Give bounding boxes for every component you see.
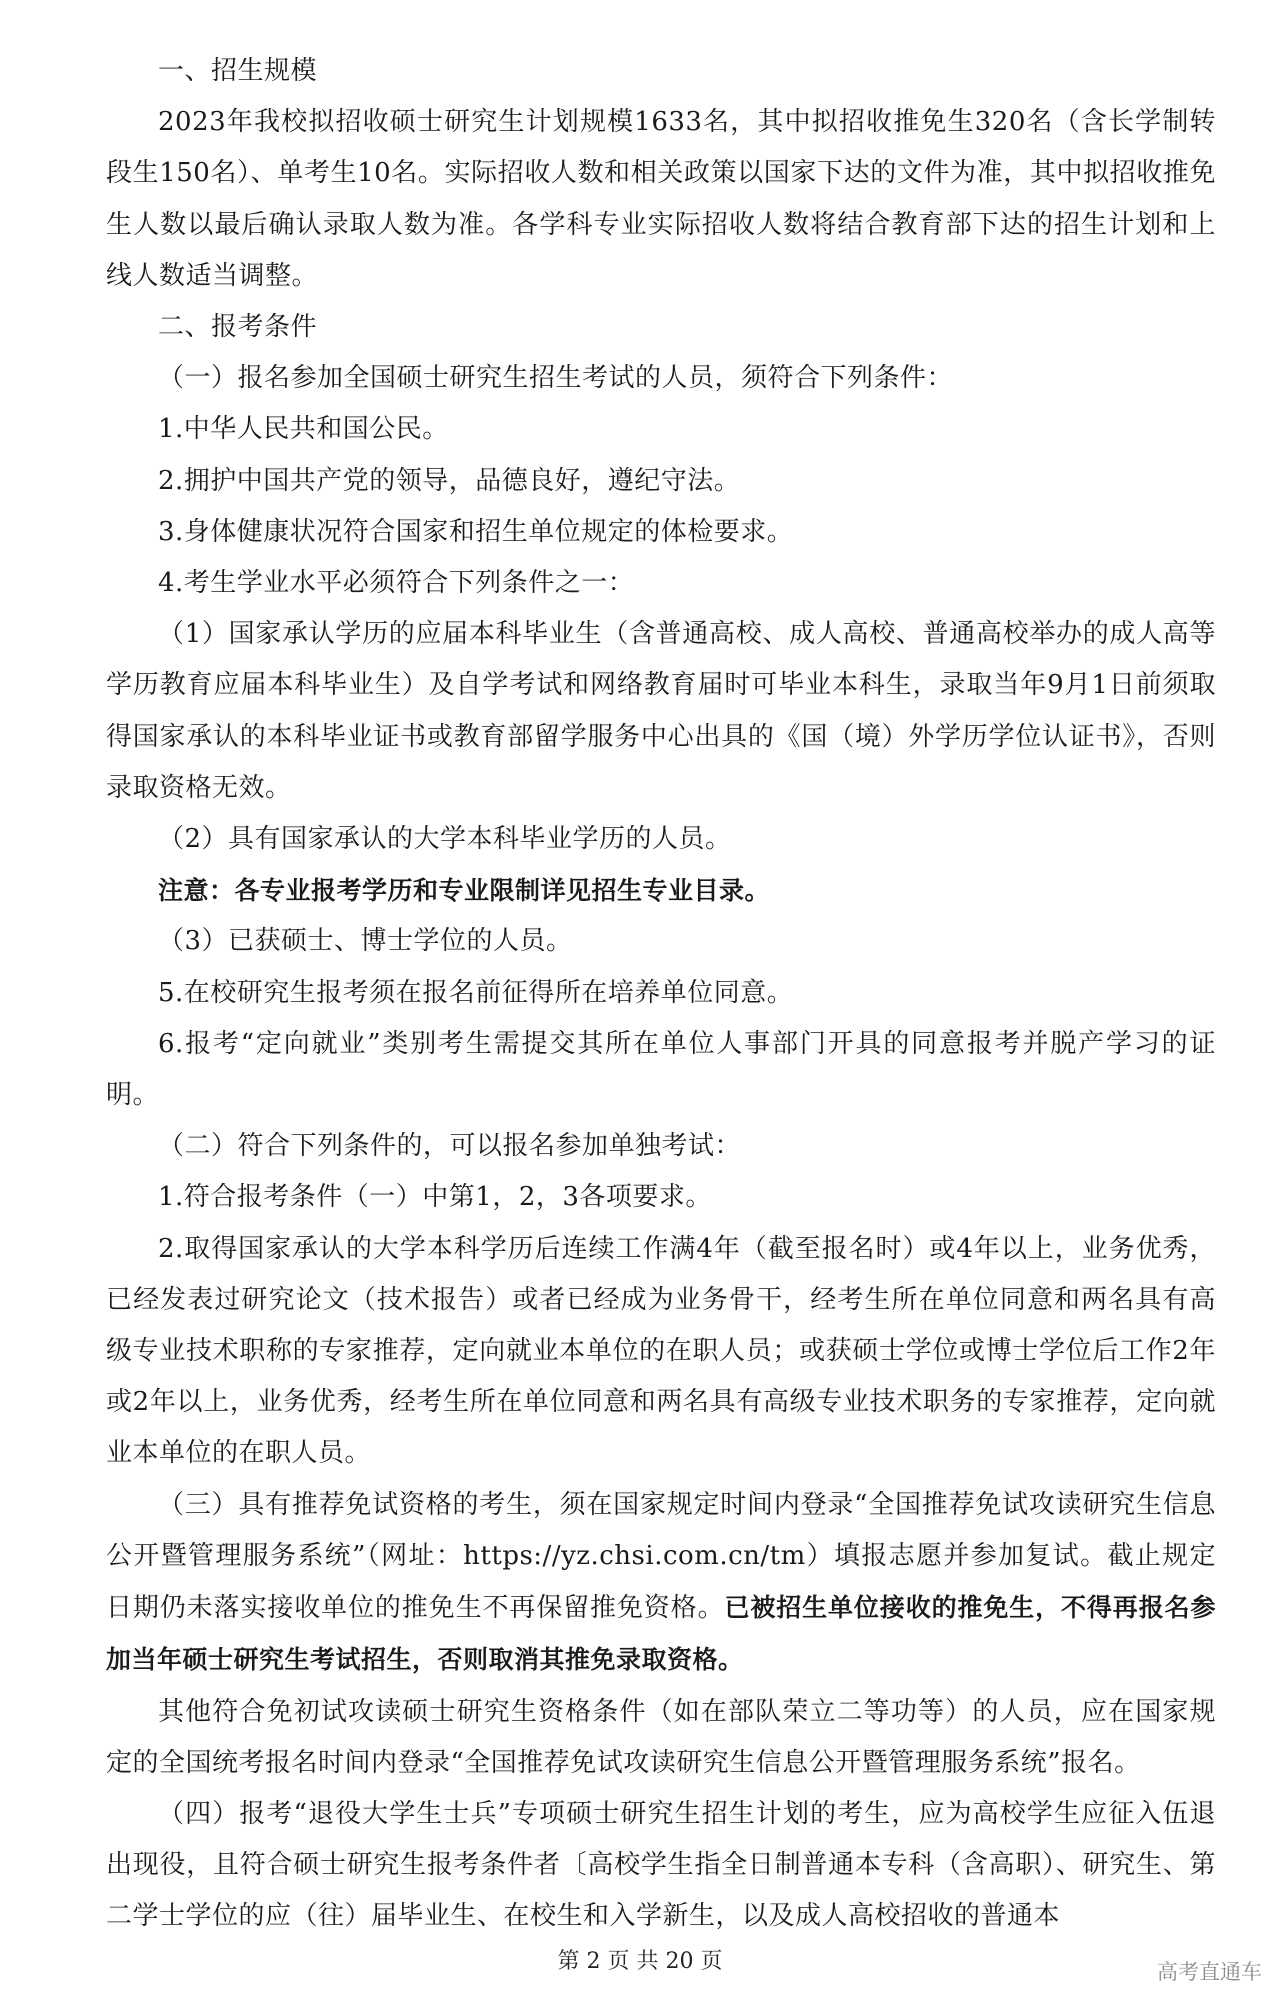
subsection-3-text: （三）具有推荐免试资格的考生，须在国家规定时间内登录“全国推荐免试攻读研究生信息公开暨管理服务系统”（网址：https://yz.chsi.com.cn/tm）填报志愿并参加复试。截止规定日期仍未落实接收单位的推免生不再保留推免资格。 bbox=[106, 1489, 1216, 1624]
item-4-2: （2）具有国家承认的大学本科毕业学历的人员。 bbox=[158, 824, 732, 855]
note-bold: 注意：各专业报考学历和专业限制详见招生专业目录。 bbox=[158, 876, 771, 906]
section-heading-conditions: 二、报考条件 bbox=[158, 312, 318, 343]
subsection-3-bold: 已被招生单位接收的推免生，不得再报名参加当年硕士研究生考试招生，否则取消其推免录取资格。 bbox=[106, 1593, 1216, 1675]
item-4-3: （3）已获硕士、博士学位的人员。 bbox=[158, 926, 573, 957]
item-5: 5.在校研究生报考须在报名前征得所在培养单位同意。 bbox=[158, 977, 794, 1008]
item-2: 2.拥护中国共产党的领导，品德良好，遵纪守法。 bbox=[158, 465, 741, 496]
subsection-3-extra: 其他符合免初试攻读硕士研究生资格条件（如在部队荣立二等功等）的人员，应在国家规定的全国统考报名时间内登录“全国推荐免试攻读研究生信息公开暨管理服务系统”报名。 bbox=[106, 1696, 1216, 1778]
subsection-2-item-1: 1.符合报考条件（一）中第1，2，3各项要求。 bbox=[158, 1182, 712, 1213]
subsection-2-item-2: 2.取得国家承认的大学本科学历后连续工作满4年（截至报名时）或4年以上，业务优秀，已经发表过研究论文（技术报告）或者已经成为业务骨干，经考生所在单位同意和两名具有高级专业技术职称的专家推荐，定向就业本单位的在职人员；或获硕士学位或博士学位后工作2年或2年以上，业务优秀，经考生所在单位同意和两名具有高级专业技术职务的专家推荐，定向就业本单位的在职人员。 bbox=[106, 1233, 1216, 1469]
watermark-logo-text: 高考直通车 bbox=[1157, 1960, 1262, 1984]
subsection-1: （一）报名参加全国硕士研究生招生考试的人员，须符合下列条件： bbox=[158, 363, 954, 394]
item-3: 3.身体健康状况符合国家和招生单位规定的体检要求。 bbox=[158, 516, 794, 547]
item-6: 6.报考“定向就业”类别考生需提交其所在单位人事部门开具的同意报考并脱产学习的证明。 bbox=[106, 1028, 1216, 1111]
item-1: 1.中华人民共和国公民。 bbox=[158, 414, 449, 445]
document-body bbox=[106, 46, 1216, 1943]
subsection-2: （二）符合下列条件的，可以报名参加单独考试： bbox=[158, 1131, 742, 1162]
subsection-4: （四）报考“退役大学生士兵”专项硕士研究生招生计划的考生，应为高校学生应征入伍退出现役，且符合硕士研究生报考条件者〔高校学生指全日制普通本专科（含高职）、研究生、第二学士学位的应（往）届毕业生、在校生和入学新生，以及成人高校招收的普通本 bbox=[106, 1798, 1216, 1932]
item-4-1: （1）国家承认学历的应届本科毕业生（含普通高校、成人高校、普通高校举办的成人高等学历教育应届本科毕业生）及自学考试和网络教育届时可毕业本科生，录取当年9月1日前须取得国家承认的本科毕业证书或教育部留学服务中心出具的《国（境）外学历学位认证书》，否则录取资格无效。 bbox=[106, 619, 1216, 803]
subsection-3 bbox=[106, 1480, 1216, 1687]
section-heading-scale: 一、招生规模 bbox=[158, 56, 318, 86]
paragraph-scale: 2023年我校拟招收硕士研究生计划规模1633名，其中拟招收推免生320名（含长学制转段生150名）、单考生10名。实际招收人数和相关政策以国家下达的文件为准，其中拟招收推免生人数以最后确认录取人数为准。各学科专业实际招收人数将结合教育部下达的招生计划和上线人数适当调整。 bbox=[106, 107, 1216, 291]
item-4: 4.考生学业水平必须符合下列条件之一： bbox=[158, 568, 635, 599]
page-number: 第 2 页 共 20 页 bbox=[557, 1949, 723, 1974]
